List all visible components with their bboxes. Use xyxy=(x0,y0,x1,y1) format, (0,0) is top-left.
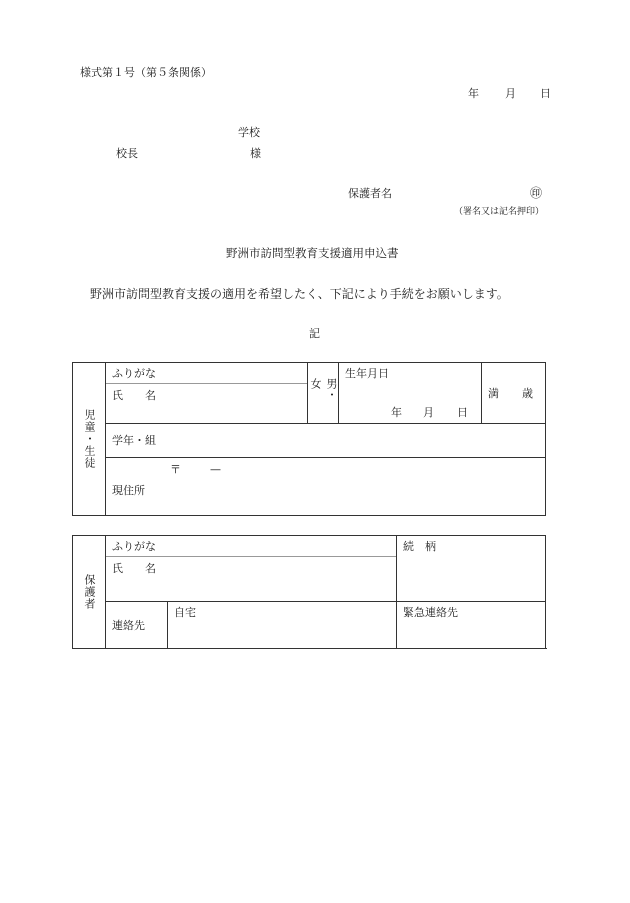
date-year-label: 年 xyxy=(468,87,479,100)
honorific-sama: 様 xyxy=(250,147,261,160)
guardian-table xyxy=(72,535,546,649)
relation-label: 続 柄 xyxy=(403,540,437,553)
student-table xyxy=(72,362,546,516)
guardian-name-cell[interactable] xyxy=(106,536,397,602)
document-title: 野洲市訪問型教育支援適用申込書 xyxy=(226,246,399,260)
birthdate-cell[interactable] xyxy=(339,363,482,424)
school-label: 学校 xyxy=(238,126,260,139)
sex-label: 男・女 xyxy=(309,378,338,400)
emergency-contact-cell[interactable] xyxy=(397,602,546,649)
age-years-label: 歳 xyxy=(522,387,533,400)
form-number: 様式第１号（第５条関係） xyxy=(80,66,212,79)
date-month-label: 月 xyxy=(505,87,516,100)
guardian-section-cell xyxy=(73,536,106,649)
emergency-label: 緊急連絡先 xyxy=(403,606,459,619)
sex-cell[interactable] xyxy=(308,363,339,424)
home-label: 自宅 xyxy=(174,606,196,619)
seal-mark: ㊞ xyxy=(530,186,543,200)
signature-note: （署名又は記名押印） xyxy=(454,207,545,217)
furigana-divider xyxy=(106,383,307,384)
contact-cell xyxy=(106,602,168,649)
ki-heading: 記 xyxy=(309,327,320,340)
birth-day-label: 日 xyxy=(457,406,468,419)
home-phone-cell[interactable] xyxy=(168,602,397,649)
age-cell[interactable] xyxy=(482,363,546,424)
birth-year-label: 年 xyxy=(391,406,402,419)
principal-label: 校長 xyxy=(116,147,138,160)
age-full-label: 満 xyxy=(488,387,499,400)
date-day-label: 日 xyxy=(540,87,551,100)
document-body: 野洲市訪問型教育支援の適用を希望したく、下記により手続をお願いします。 xyxy=(90,287,509,301)
postal-mark: 〒 xyxy=(170,463,181,476)
student-furigana-label: ふりがな xyxy=(112,367,156,380)
birth-month-label: 月 xyxy=(423,406,434,419)
student-name-label: 氏 名 xyxy=(112,389,156,402)
postal-dash: — xyxy=(210,463,221,476)
guardian-furigana-label: ふりがな xyxy=(112,540,156,553)
contact-label: 連絡先 xyxy=(112,619,145,632)
grade-class-label: 学年・組 xyxy=(112,434,156,447)
student-name-cell[interactable] xyxy=(106,363,308,424)
grade-class-cell[interactable] xyxy=(106,424,546,458)
guardian-section-label: 保護者 xyxy=(83,574,96,610)
student-section-label: 児童・生徒 xyxy=(83,409,96,469)
guardian-name-label: 保護者名 xyxy=(348,187,392,200)
relation-cell[interactable] xyxy=(397,536,546,602)
guardian-furigana-divider xyxy=(106,556,396,557)
birthdate-label: 生年月日 xyxy=(345,367,389,380)
address-label: 現住所 xyxy=(112,484,145,497)
guardian-name-field-label: 氏 名 xyxy=(112,562,156,575)
student-section-cell xyxy=(73,363,106,516)
address-cell[interactable] xyxy=(106,458,546,516)
